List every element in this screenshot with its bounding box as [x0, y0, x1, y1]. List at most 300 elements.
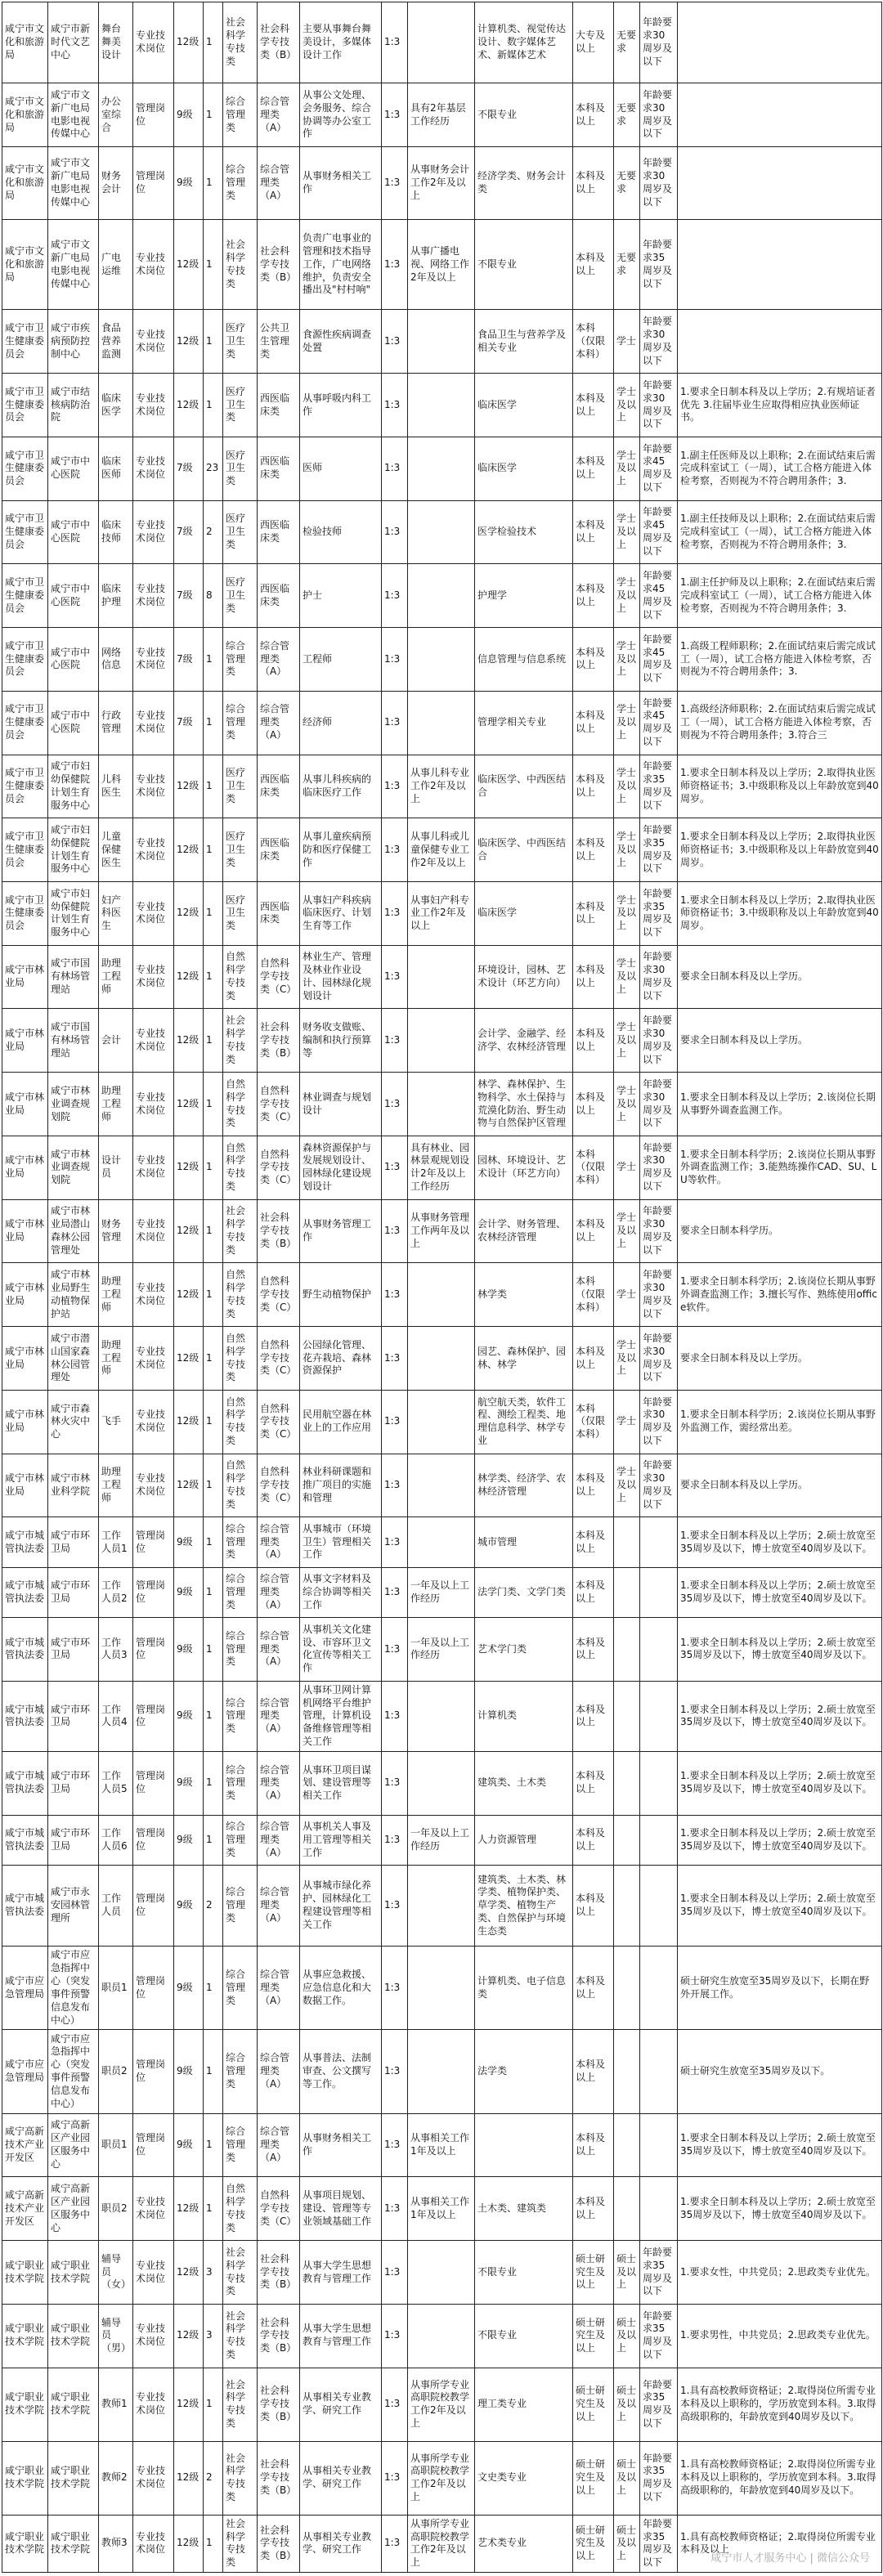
cell-degree: 硕士及以上: [614, 2368, 640, 2441]
cell-exam-category: 社会科学专技类: [223, 2, 258, 83]
cell-unit: 咸宁市林业科学院: [48, 1454, 99, 1517]
cell-major-requirement: [475, 2113, 573, 2177]
cell-experience-requirement: [408, 437, 475, 500]
cell-position-category: 专业技术岗位: [133, 310, 174, 374]
cell-position-level: 12级: [174, 1390, 204, 1454]
cell-position-name: 临床医学: [99, 374, 133, 437]
cell-exam-category: 自然科学专技类: [223, 1136, 258, 1199]
cell-exam-subject: 综合管理类（A）: [258, 2113, 300, 2177]
cell-degree: [614, 1567, 640, 1617]
cell-exam-category: 社会科学专技类: [223, 2241, 258, 2305]
cell-headcount: 2: [204, 2441, 223, 2515]
cell-job-description: 护士: [300, 564, 382, 628]
cell-other-requirements: 1.要求男性，中共党员；2.思政类专业优先。: [678, 2304, 882, 2368]
cell-position-level: 12级: [174, 374, 204, 437]
cell-experience-requirement: 具有2年基层工作经历: [408, 83, 475, 147]
cell-position-name: 会计: [99, 1009, 133, 1073]
cell-experience-requirement: [408, 1009, 475, 1073]
cell-other-requirements: 1.高级工程师职称；2.在面试结束后需完成试工（一周），试工合格方能进入体检考察，否则视为不符合聘用条件；3.: [678, 628, 882, 692]
cell-position-category: 专业技术岗位: [133, 2368, 174, 2441]
cell-unit: 咸宁市森林火灾中心: [48, 1390, 99, 1454]
cell-position-level: 7级: [174, 437, 204, 500]
cell-major-requirement: 艺术类专业: [475, 2515, 573, 2572]
cell-headcount: 1: [204, 1618, 223, 1682]
cell-interview-ratio: 1:3: [382, 1263, 408, 1327]
cell-position-name: 助理工程师: [99, 945, 133, 1009]
cell-exam-subject: 社会科学专技类（B）: [258, 1199, 300, 1263]
cell-age-requirement: 年龄要求30周岁及以下: [640, 1136, 678, 1199]
table-row: [2, 818, 882, 882]
cell-position-level: 9级: [174, 1681, 204, 1751]
cell-department: 咸宁市卫生健康委员会: [2, 628, 48, 692]
cell-position-category: 管理岗位: [133, 1618, 174, 1682]
cell-education: 本科及以上: [573, 1618, 614, 1682]
cell-unit: 咸宁市环卫局: [48, 1815, 99, 1865]
cell-exam-subject: 自然科学专技类（C）: [258, 1454, 300, 1517]
cell-education: 本科及以上: [573, 1681, 614, 1751]
cell-other-requirements: [678, 219, 882, 309]
cell-job-description: 从事环卫网计算机网络平台维护管理，计算机设备维修管理等相关工作: [300, 1681, 382, 1751]
cell-experience-requirement: 从事财务会计工作2年及以上: [408, 146, 475, 219]
cell-position-level: 9级: [174, 1751, 204, 1815]
cell-position-name: 食品营养监测: [99, 310, 133, 374]
cell-headcount: 1: [204, 310, 223, 374]
cell-position-name: 辅导员（女）: [99, 2241, 133, 2305]
cell-position-level: 12级: [174, 882, 204, 946]
cell-position-name: 助理工程师: [99, 1263, 133, 1327]
cell-interview-ratio: 1:3: [382, 1681, 408, 1751]
cell-exam-category: 社会科学专技类: [223, 2304, 258, 2368]
cell-major-requirement: 园林、环境设计、艺术设计（环艺方向）: [475, 1136, 573, 1199]
cell-exam-subject: 西医临床类: [258, 374, 300, 437]
cell-job-description: 从事相关专业教学、研究工作: [300, 2515, 382, 2572]
cell-degree: 学士: [614, 1263, 640, 1327]
cell-unit: 咸宁市中心医院: [48, 564, 99, 628]
cell-interview-ratio: 1:3: [382, 146, 408, 219]
cell-age-requirement: 年龄要求30周岁及以下: [640, 1454, 678, 1517]
cell-position-name: 临床技师: [99, 500, 133, 564]
cell-experience-requirement: 从事所学专业高职院校教学工作2年及以上: [408, 2368, 475, 2441]
cell-exam-subject: 社会科学专技类（B）: [258, 1009, 300, 1073]
table-row: [2, 1454, 882, 1517]
cell-degree: 无要求: [614, 219, 640, 309]
cell-job-description: 从事相关专业教学、研究工作: [300, 2368, 382, 2441]
cell-headcount: 1: [204, 1390, 223, 1454]
cell-exam-category: 综合管理类: [223, 1751, 258, 1815]
cell-major-requirement: 不限专业: [475, 2241, 573, 2305]
cell-age-requirement: 年龄要求30周岁及以下: [640, 945, 678, 1009]
cell-age-requirement: 年龄要求35周岁及以下: [640, 2304, 678, 2368]
cell-job-description: 食源性疾病调查处置: [300, 310, 382, 374]
cell-degree: 硕士及以上: [614, 2241, 640, 2305]
cell-education: 本科（仅限本科）: [573, 310, 614, 374]
cell-department: 咸宁市城管执法委: [2, 1866, 48, 1947]
cell-job-description: 从事项目规划、建设、管理等专业领域基础工作: [300, 2177, 382, 2241]
cell-position-category: 专业技术岗位: [133, 219, 174, 309]
cell-position-category: 专业技术岗位: [133, 1136, 174, 1199]
table-row: [2, 1751, 882, 1815]
cell-major-requirement: 经济学类、财务会计类: [475, 146, 573, 219]
table-row: [2, 146, 882, 219]
cell-department: 咸宁市城管执法委: [2, 1815, 48, 1865]
cell-department: 咸宁市城管执法委: [2, 1517, 48, 1567]
cell-major-requirement: 法学类: [475, 2030, 573, 2113]
cell-headcount: 1: [204, 1681, 223, 1751]
cell-experience-requirement: [408, 691, 475, 755]
cell-other-requirements: 要求全日制本科学历。: [678, 1199, 882, 1263]
cell-experience-requirement: [408, 1517, 475, 1567]
cell-major-requirement: 林学类、经济学、农林经济管理: [475, 1454, 573, 1517]
cell-position-name: 儿科医生: [99, 755, 133, 818]
cell-degree: 学士及以上: [614, 882, 640, 946]
cell-age-requirement: [640, 1866, 678, 1947]
cell-unit: 咸宁市环卫局: [48, 1618, 99, 1682]
cell-interview-ratio: 1:3: [382, 691, 408, 755]
cell-department: 咸宁职业技术学院: [2, 2441, 48, 2515]
cell-other-requirements: 1.副主任护师及以上职称；2.在面试结束后需完成科室试工（一周），试工合格方能进入体检考察，否则视为不符合聘用条件；3.: [678, 564, 882, 628]
cell-interview-ratio: 1:3: [382, 1327, 408, 1391]
cell-education: 本科及以上: [573, 1815, 614, 1865]
cell-position-level: 9级: [174, 2030, 204, 2113]
cell-exam-subject: 综合管理类（A）: [258, 1567, 300, 1617]
cell-exam-category: 综合管理类: [223, 1947, 258, 2030]
cell-department: 咸宁市林业局: [2, 1073, 48, 1136]
cell-experience-requirement: 从事相关工作1年及以上: [408, 2113, 475, 2177]
cell-exam-subject: 综合管理类（A）: [258, 2030, 300, 2113]
cell-major-requirement: 临床医学: [475, 882, 573, 946]
cell-experience-requirement: 从事所学专业高职院校教学工作2年及以上: [408, 2441, 475, 2515]
cell-job-description: 从事相关专业教学、研究工作: [300, 2441, 382, 2515]
cell-unit: 咸宁市国有林场管理站: [48, 1009, 99, 1073]
cell-unit: 咸宁市永安园林管理所: [48, 1866, 99, 1947]
cell-headcount: 2: [204, 1866, 223, 1947]
cell-position-name: 工作人员5: [99, 1751, 133, 1815]
cell-degree: 无要求: [614, 83, 640, 147]
cell-other-requirements: 1.要求全日制本科学历；2.该岗位长期从事野外调查监测工作；3.擅长写作、熟练使用office软件。: [678, 1263, 882, 1327]
cell-unit: 咸宁市中心医院: [48, 437, 99, 500]
cell-other-requirements: 1.要求全日制本科及以上学历；2.硕士放宽至35周岁及以下，博士放宽至40周岁及以下。: [678, 1866, 882, 1947]
cell-interview-ratio: 1:3: [382, 1199, 408, 1263]
cell-position-level: 12级: [174, 2, 204, 83]
cell-department: 咸宁职业技术学院: [2, 2368, 48, 2441]
cell-age-requirement: 年龄要求45周岁及以下: [640, 500, 678, 564]
cell-other-requirements: 1.要求女性，中共党员；2.思政类专业优先。: [678, 2241, 882, 2305]
cell-age-requirement: [640, 1517, 678, 1567]
cell-unit: 咸宁市应急指挥中心（突发事件预警信息发布中心）: [48, 1947, 99, 2030]
cell-position-name: 网络信息: [99, 628, 133, 692]
cell-position-category: 管理岗位: [133, 1866, 174, 1947]
cell-job-description: 经济师: [300, 691, 382, 755]
table-row: [2, 83, 882, 147]
cell-major-requirement: 计算机类、电子信息类: [475, 1947, 573, 2030]
cell-experience-requirement: 从事妇产科专业工作2年及以上: [408, 882, 475, 946]
cell-experience-requirement: [408, 374, 475, 437]
cell-education: 本科及以上: [573, 945, 614, 1009]
cell-job-description: 从事呼吸内科工作: [300, 374, 382, 437]
table-row: [2, 219, 882, 309]
table-row: [2, 1073, 882, 1136]
cell-job-description: 从事机关文化建设、市容环卫文化宣传等相关工作: [300, 1618, 382, 1682]
cell-position-name: 广电运维: [99, 219, 133, 309]
cell-position-category: 管理岗位: [133, 1517, 174, 1567]
watermark: 咸宁市人才服务中心 | 微信公众号: [710, 2552, 870, 2565]
table-row: [2, 882, 882, 946]
cell-other-requirements: [678, 310, 882, 374]
cell-degree: 学士及以上: [614, 437, 640, 500]
cell-other-requirements: 1.要求全日制本科学历；2.该岗位长期从事野外监测工作，需经常出差。: [678, 1390, 882, 1454]
cell-position-level: 12级: [174, 2241, 204, 2305]
cell-position-name: 工作人员6: [99, 1815, 133, 1865]
cell-exam-category: 医疗卫生类: [223, 437, 258, 500]
cell-unit: 咸宁职业技术学院: [48, 2441, 99, 2515]
cell-age-requirement: [640, 2030, 678, 2113]
cell-age-requirement: 年龄要求35周岁及以下: [640, 2241, 678, 2305]
cell-unit: 咸宁市中心医院: [48, 628, 99, 692]
cell-exam-category: 社会科学专技类: [223, 2515, 258, 2572]
cell-education: 本科及以上: [573, 1199, 614, 1263]
cell-position-category: 管理岗位: [133, 1947, 174, 2030]
cell-exam-subject: 综合管理类（A）: [258, 1517, 300, 1567]
cell-major-requirement: 林学类: [475, 1263, 573, 1327]
cell-position-category: 管理岗位: [133, 2030, 174, 2113]
cell-major-requirement: 环境设计，园林、艺术设计（环艺方向）: [475, 945, 573, 1009]
cell-interview-ratio: 1:3: [382, 1567, 408, 1617]
cell-major-requirement: 建筑类、土木类、林学类、植物保护类、草学类、植物生产类、自然保护与环境生态类: [475, 1866, 573, 1947]
cell-experience-requirement: [408, 945, 475, 1009]
cell-department: 咸宁市林业局: [2, 1390, 48, 1454]
cell-position-category: 专业技术岗位: [133, 500, 174, 564]
cell-unit: 咸宁市中心医院: [48, 500, 99, 564]
table-row: [2, 945, 882, 1009]
cell-major-requirement: 人力资源管理: [475, 1815, 573, 1865]
cell-unit: 咸宁高新区产业园区服务中心: [48, 2177, 99, 2241]
cell-unit: 咸宁市疾病预防控制中心: [48, 310, 99, 374]
cell-interview-ratio: 1:3: [382, 374, 408, 437]
cell-interview-ratio: 1:3: [382, 1751, 408, 1815]
cell-experience-requirement: 一年及以上工作经历: [408, 1618, 475, 1682]
cell-job-description: 负责广电事业的管理和技术指导工作，广电网络维护，负责安全播出及"村村响": [300, 219, 382, 309]
cell-unit: 咸宁市林业局野生动植物保护站: [48, 1263, 99, 1327]
cell-other-requirements: 硕士研究生放宽至35周岁及以下，长期在野外开展工作。: [678, 1947, 882, 2030]
cell-experience-requirement: 从事财务管理工作两年及以上: [408, 1199, 475, 1263]
cell-position-level: 12级: [174, 2368, 204, 2441]
cell-exam-subject: 综合管理类（A）: [258, 1751, 300, 1815]
cell-position-name: 教师2: [99, 2441, 133, 2515]
cell-job-description: 从事财务相关工作: [300, 2113, 382, 2177]
cell-department: 咸宁市林业局: [2, 1136, 48, 1199]
cell-department: 咸宁市林业局: [2, 1454, 48, 1517]
cell-exam-subject: 综合管理类（A）: [258, 83, 300, 147]
cell-degree: [614, 1517, 640, 1567]
cell-exam-category: 医疗卫生类: [223, 882, 258, 946]
table-row: [2, 437, 882, 500]
cell-position-category: 管理岗位: [133, 1567, 174, 1617]
cell-job-description: 林业科研课题和推广项目的实施和管理: [300, 1454, 382, 1517]
cell-department: 咸宁市应急管理局: [2, 1947, 48, 2030]
cell-major-requirement: 临床医学: [475, 437, 573, 500]
cell-position-level: 9级: [174, 83, 204, 147]
cell-age-requirement: 年龄要求30周岁及以下: [640, 310, 678, 374]
cell-interview-ratio: 1:3: [382, 219, 408, 309]
cell-age-requirement: 年龄要求30周岁及以下: [640, 374, 678, 437]
cell-interview-ratio: 1:3: [382, 1815, 408, 1865]
cell-exam-subject: 社会科学专技类（B）: [258, 2515, 300, 2572]
cell-age-requirement: 年龄要求45周岁及以下: [640, 564, 678, 628]
cell-job-description: 从事公文处理、会务服务、综合协调等办公室工作: [300, 83, 382, 147]
cell-degree: 硕士及以上: [614, 2304, 640, 2368]
cell-position-category: 专业技术岗位: [133, 1073, 174, 1136]
cell-position-name: 办公室综合: [99, 83, 133, 147]
cell-experience-requirement: [408, 2030, 475, 2113]
cell-other-requirements: 1.要求全日制本科及以上学历；2.硕士放宽至35周岁及以下，博士放宽至40周岁及以下。: [678, 2113, 882, 2177]
cell-exam-category: 社会科学专技类: [223, 2368, 258, 2441]
table-row: [2, 628, 882, 692]
cell-experience-requirement: 从事儿科专业工作2年及以上: [408, 755, 475, 818]
cell-degree: 学士: [614, 1136, 640, 1199]
cell-major-requirement: 林学、森林保护、生物科学、水土保持与荒漠化防治、野生动物与自然保护区管理: [475, 1073, 573, 1136]
cell-position-name: 临床医师: [99, 437, 133, 500]
cell-position-level: 12级: [174, 310, 204, 374]
cell-position-name: 工作人员2: [99, 1567, 133, 1617]
cell-exam-subject: 西医临床类: [258, 500, 300, 564]
cell-other-requirements: 1.要求全日制本科及以上学历；2.硕士放宽至35周岁及以下，博士放宽至40周岁及以下。: [678, 2177, 882, 2241]
cell-exam-category: 自然科学专技类: [223, 945, 258, 1009]
cell-exam-subject: 社会科学专技类（B）: [258, 219, 300, 309]
cell-experience-requirement: 从事相关工作1年及以上: [408, 2177, 475, 2241]
cell-major-requirement: 临床医学、中西医结合: [475, 755, 573, 818]
cell-position-category: 管理岗位: [133, 1751, 174, 1815]
cell-position-category: 专业技术岗位: [133, 374, 174, 437]
cell-position-category: 管理岗位: [133, 2113, 174, 2177]
cell-degree: [614, 1681, 640, 1751]
cell-major-requirement: 不限专业: [475, 83, 573, 147]
cell-experience-requirement: 从事儿科或儿童保健专业工作2年及以上: [408, 818, 475, 882]
cell-headcount: 1: [204, 83, 223, 147]
cell-headcount: 1: [204, 146, 223, 219]
cell-position-category: 专业技术岗位: [133, 945, 174, 1009]
cell-department: 咸宁市林业局: [2, 1009, 48, 1073]
cell-experience-requirement: [408, 1073, 475, 1136]
cell-position-category: 专业技术岗位: [133, 1454, 174, 1517]
cell-degree: 学士及以上: [614, 818, 640, 882]
cell-headcount: 1: [204, 691, 223, 755]
cell-education: 本科及以上: [573, 1327, 614, 1391]
cell-exam-subject: 自然科学专技类（C）: [258, 1136, 300, 1199]
cell-education: 本科及以上: [573, 882, 614, 946]
cell-headcount: 1: [204, 2113, 223, 2177]
table-row: [2, 1009, 882, 1073]
cell-education: 本科及以上: [573, 500, 614, 564]
cell-exam-subject: 综合管理类（A）: [258, 1681, 300, 1751]
cell-age-requirement: [640, 2113, 678, 2177]
table-row: [2, 2030, 882, 2113]
cell-position-level: 12级: [174, 755, 204, 818]
cell-unit: 咸宁市国有林场管理站: [48, 945, 99, 1009]
cell-position-category: 管理岗位: [133, 1815, 174, 1865]
cell-exam-category: 综合管理类: [223, 2113, 258, 2177]
cell-headcount: 1: [204, 1517, 223, 1567]
cell-department: 咸宁市文化和旅游局: [2, 2, 48, 83]
cell-position-category: 专业技术岗位: [133, 2304, 174, 2368]
cell-position-name: 财务会计: [99, 146, 133, 219]
cell-other-requirements: [678, 146, 882, 219]
cell-other-requirements: [678, 83, 882, 147]
cell-education: 本科及以上: [573, 564, 614, 628]
cell-education: 本科及以上: [573, 1517, 614, 1567]
cell-exam-category: 综合管理类: [223, 1567, 258, 1617]
cell-exam-subject: 综合管理类（A）: [258, 1815, 300, 1865]
cell-job-description: 从事文字材料及综合协调等相关工作: [300, 1567, 382, 1617]
cell-position-name: 教师1: [99, 2368, 133, 2441]
cell-unit: 咸宁市环卫局: [48, 1751, 99, 1815]
cell-headcount: 1: [204, 1454, 223, 1517]
cell-position-category: 专业技术岗位: [133, 1199, 174, 1263]
cell-exam-category: 自然科学专技类: [223, 2177, 258, 2241]
cell-position-level: 12级: [174, 1199, 204, 1263]
cell-headcount: 3: [204, 2241, 223, 2305]
cell-exam-category: 医疗卫生类: [223, 755, 258, 818]
cell-exam-category: 自然科学专技类: [223, 1073, 258, 1136]
cell-age-requirement: 年龄要求35周岁及以下: [640, 882, 678, 946]
cell-headcount: 1: [204, 1947, 223, 2030]
cell-age-requirement: 年龄要求35周岁及以下: [640, 2515, 678, 2572]
cell-interview-ratio: 1:3: [382, 500, 408, 564]
cell-interview-ratio: 1:3: [382, 310, 408, 374]
cell-major-requirement: 计算机类、视觉传达设计、数字媒体艺术、新媒体艺术: [475, 2, 573, 83]
cell-experience-requirement: [408, 1327, 475, 1391]
cell-interview-ratio: 1:3: [382, 2241, 408, 2305]
cell-position-level: 9级: [174, 1618, 204, 1682]
cell-position-category: 管理岗位: [133, 83, 174, 147]
cell-unit: 咸宁市林业局潜山森林公园管理处: [48, 1199, 99, 1263]
cell-headcount: 1: [204, 945, 223, 1009]
cell-exam-category: 综合管理类: [223, 83, 258, 147]
cell-education: 本科（仅限本科）: [573, 1263, 614, 1327]
cell-exam-category: 综合管理类: [223, 1618, 258, 1682]
cell-degree: [614, 2177, 640, 2241]
cell-job-description: 民用航空器在林业上的工作应用: [300, 1390, 382, 1454]
cell-interview-ratio: 1:3: [382, 1866, 408, 1947]
cell-exam-category: 综合管理类: [223, 1681, 258, 1751]
cell-unit: 咸宁职业技术学院: [48, 2241, 99, 2305]
cell-department: 咸宁市卫生健康委员会: [2, 500, 48, 564]
table-row: [2, 1567, 882, 1617]
cell-education: 本科及以上: [573, 1751, 614, 1815]
cell-experience-requirement: [408, 1947, 475, 2030]
cell-exam-category: 综合管理类: [223, 146, 258, 219]
cell-department: 咸宁市卫生健康委员会: [2, 310, 48, 374]
cell-position-name: 临床护理: [99, 564, 133, 628]
cell-experience-requirement: [408, 500, 475, 564]
cell-position-level: 12级: [174, 2304, 204, 2368]
cell-position-level: 12级: [174, 1009, 204, 1073]
table-row: [2, 1517, 882, 1567]
cell-education: 硕士研究生及以上: [573, 2515, 614, 2572]
recruitment-table-sheet: [2, 2, 881, 2573]
cell-exam-category: 综合管理类: [223, 1866, 258, 1947]
cell-job-description: 从事机关人事及用工管理等相关工作: [300, 1815, 382, 1865]
cell-major-requirement: 艺术学门类: [475, 1618, 573, 1682]
cell-degree: 学士及以上: [614, 1199, 640, 1263]
cell-job-description: 从事大学生思想教育与管理工作: [300, 2304, 382, 2368]
cell-position-level: 12级: [174, 818, 204, 882]
cell-major-requirement: 临床医学、中西医结合: [475, 818, 573, 882]
table-row: [2, 2, 882, 83]
cell-job-description: 从事普法、法制审查、公文撰写等工作。: [300, 2030, 382, 2113]
cell-experience-requirement: [408, 564, 475, 628]
cell-position-category: 专业技术岗位: [133, 628, 174, 692]
cell-exam-subject: 自然科学专技类（C）: [258, 945, 300, 1009]
